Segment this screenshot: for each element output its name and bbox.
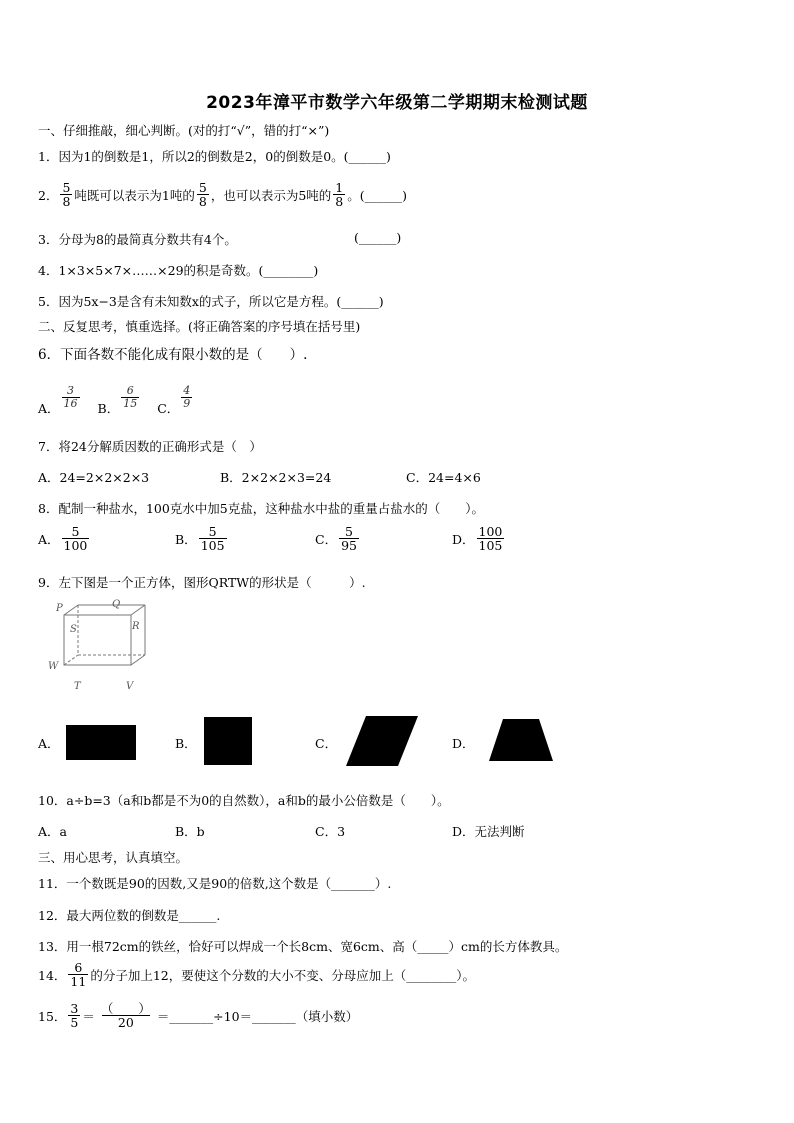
q9-option-d-label: D． xyxy=(452,736,475,751)
question-3: 3．分母为8的最简真分数共有4个。 xyxy=(38,232,237,247)
q9-option-b-label: B． xyxy=(175,736,197,751)
question-8: 8．配制一种盐水，100克水中加5克盐，这种盐水中盐的重量占盐水的（ ）。 xyxy=(38,501,485,516)
question-5: 5．因为5x−3是含有未知数x的式子，所以它是方程。(______) xyxy=(38,294,384,309)
q7-option-c: C．24=4×6 xyxy=(406,470,481,485)
q14-fraction: $\frac{6}{11}$ xyxy=(70,960,87,990)
q9-option-a-rectangle xyxy=(66,725,136,760)
cube-label-t: T xyxy=(74,681,81,692)
q10-option-d: D．无法判断 xyxy=(452,824,525,839)
q8-option-c-fraction: $\frac{5}{95}$ xyxy=(341,524,357,554)
question-11: 11．一个数既是90的因数,又是90的倍数,这个数是（_______）. xyxy=(38,876,392,891)
q6-option-a-fraction: $\frac{3}{16}$ xyxy=(63,383,78,410)
q15-prefix: 15． xyxy=(38,1008,67,1024)
cube-edge xyxy=(131,655,145,665)
q6-option-b-label: B． xyxy=(97,401,120,416)
cube-label-v: V xyxy=(126,681,134,692)
q8-option-a-fraction: $\frac{5}{100}$ xyxy=(63,524,88,554)
question-13: 13．用一根72cm的铁丝，恰好可以焊成一个长8cm、宽6cm、高（_____）cm的长方体教具。 xyxy=(38,939,568,954)
q14-prefix: 14． xyxy=(38,967,67,983)
q6-option-c-fraction: $\frac{4}{9}$ xyxy=(183,383,191,410)
cube-diagram xyxy=(44,597,164,697)
q8-option-b: B． $\frac{5}{105}$ xyxy=(175,524,225,554)
q15-fraction-2: $\frac{( )}{20}$ xyxy=(100,1001,151,1031)
q8-option-d: D． $\frac{100}{105}$ xyxy=(452,524,503,554)
cube-label-p: P xyxy=(56,603,63,614)
question-3-blank: (______) xyxy=(354,230,402,245)
cube-edge xyxy=(64,605,78,615)
q7-option-b: B．2×2×2×3=24 xyxy=(220,470,332,485)
page-title: 2023年漳平市数学六年级第二学期期末检测试题 xyxy=(206,93,588,113)
q8-option-c: C． $\frac{5}{95}$ xyxy=(315,524,357,554)
q6-option-c-label: C． xyxy=(157,401,180,416)
question-1: 1．因为1的倒数是1，所以2的倒数是2，0的倒数是0。(______) xyxy=(38,149,391,164)
question-2 xyxy=(38,181,407,208)
q8-option-d-fraction: $\frac{100}{105}$ xyxy=(478,524,503,554)
q9-option-b-square xyxy=(204,717,252,765)
q2-fraction-3: $\frac{1}{8}$ xyxy=(335,180,344,210)
section-1-heading: 一、仔细推敲，细心判断。(对的打“√”，错的打“×”) xyxy=(38,123,330,138)
cube-label-w: W xyxy=(48,661,59,672)
q2-text-1: 吨既可以表示为1吨的 xyxy=(74,187,195,203)
q2-fraction-1: $\frac{5}{8}$ xyxy=(62,180,71,210)
question-9: 9．左下图是一个正方体，图形QRTW的形状是（ ）. xyxy=(38,575,366,590)
q9-option-a-label: A． xyxy=(38,736,60,751)
cube-edge xyxy=(131,605,145,615)
question-12: 12．最大两位数的倒数是______. xyxy=(38,908,221,923)
q6-option-b-fraction: $\frac{6}{15}$ xyxy=(123,383,138,410)
q10-option-b: B．b xyxy=(175,824,205,839)
cube-label-s: S xyxy=(70,624,77,635)
q6-option-a-label: A． xyxy=(38,401,60,416)
question-6: 6．下面各数不能化成有限小数的是（ ）. xyxy=(38,347,308,363)
q10-option-c: C．3 xyxy=(315,824,346,839)
q9-option-c-label: C． xyxy=(315,736,338,751)
q14-text: 的分子加上12，要使这个分数的大小不变、分母应加上（________）。 xyxy=(90,967,475,983)
q8-option-b-fraction: $\frac{5}{105}$ xyxy=(200,524,225,554)
question-14 xyxy=(38,961,475,988)
question-4: 4．1×3×5×7×……×29的积是奇数。(________) xyxy=(38,263,319,278)
cube-label-r: R xyxy=(132,621,140,632)
q2-text-3: 。(______) xyxy=(347,187,408,203)
section-2-heading: 二、反复思考，慎重选择。(将正确答案的序号填在括号里) xyxy=(38,319,361,334)
section-3-heading: 三、用心思考，认真填空。 xyxy=(38,850,189,865)
q9-option-d-trapezoid xyxy=(489,719,553,761)
cube-hidden-edge xyxy=(64,655,78,665)
question-10: 10．a÷b=3（a和b都是不为0的自然数），a和b的最小公倍数是（ ）。 xyxy=(38,793,450,808)
q15-rest: ＝_______÷10＝_______（填小数） xyxy=(156,1008,359,1024)
q2-fraction-2: $\frac{5}{8}$ xyxy=(198,180,207,210)
q15-fraction-1: $\frac{3}{5}$ xyxy=(70,1001,79,1031)
q2-prefix: 2． xyxy=(38,187,59,203)
q6-options xyxy=(38,377,194,417)
q7-option-a: A．24=2×2×2×3 xyxy=(38,470,150,485)
cube-label-q: Q xyxy=(112,599,121,610)
question-15 xyxy=(38,1002,358,1029)
q15-equals: ＝ xyxy=(82,1008,95,1024)
q9-option-c-parallelogram xyxy=(346,716,418,766)
q10-option-a: A．a xyxy=(38,824,67,839)
q8-option-a: A． $\frac{5}{100}$ xyxy=(38,524,88,554)
question-7: 7．将24分解质因数的正确形式是（ ） xyxy=(38,439,262,454)
q2-text-2: ，也可以表示为5吨的 xyxy=(210,187,332,203)
